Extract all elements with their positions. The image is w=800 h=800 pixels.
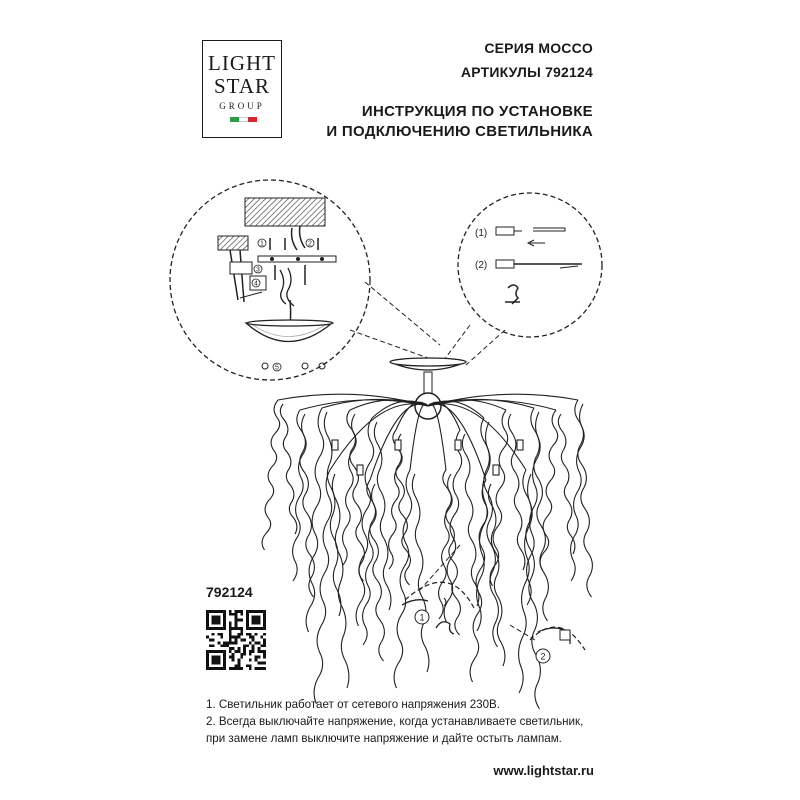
qr-module bbox=[252, 639, 255, 642]
qr-module bbox=[240, 656, 243, 659]
qr-module bbox=[240, 610, 243, 613]
qr-module bbox=[257, 650, 260, 653]
qr-module bbox=[235, 624, 238, 627]
qr-module bbox=[257, 667, 260, 670]
qr-module bbox=[240, 619, 243, 622]
qr-module bbox=[249, 653, 252, 656]
qr-module bbox=[255, 656, 258, 659]
qr-module bbox=[237, 647, 240, 650]
note-1: 1. Светильник работает от сетевого напряжения 230В. bbox=[206, 698, 501, 711]
lamp-socket bbox=[332, 440, 338, 450]
qr-module bbox=[237, 627, 240, 630]
qr-module bbox=[229, 656, 232, 659]
qr-module bbox=[235, 664, 238, 667]
qr-module bbox=[235, 613, 238, 616]
qr-module bbox=[212, 644, 215, 647]
qr-module bbox=[240, 633, 243, 636]
chandelier-strand bbox=[367, 480, 385, 661]
qr-module bbox=[237, 667, 240, 670]
qr-module bbox=[232, 656, 235, 659]
mounting-detail-circle bbox=[170, 180, 370, 380]
qr-module bbox=[249, 667, 252, 670]
articles-label: АРТИКУЛЫ 792124 bbox=[460, 64, 593, 80]
qr-module bbox=[246, 664, 249, 667]
qr-module bbox=[229, 613, 232, 616]
qr-module bbox=[235, 650, 238, 653]
qr-module bbox=[235, 619, 238, 622]
logo-word-group: GROUP bbox=[219, 101, 265, 111]
qr-module bbox=[257, 647, 260, 650]
qr-finder bbox=[246, 610, 266, 630]
detail-2-number: 2 bbox=[540, 651, 546, 662]
qr-module bbox=[232, 659, 235, 662]
qr-module bbox=[235, 627, 238, 630]
qr-module bbox=[237, 661, 240, 664]
qr-module bbox=[260, 636, 263, 639]
qr-module bbox=[249, 633, 252, 636]
qr-module bbox=[257, 656, 260, 659]
qr-module bbox=[229, 650, 232, 653]
qr-module bbox=[243, 653, 246, 656]
website-link[interactable]: www.lightstar.ru bbox=[493, 763, 594, 778]
chandelier-strand bbox=[306, 408, 324, 632]
qr-module bbox=[209, 644, 212, 647]
qr-module bbox=[229, 621, 232, 624]
qr-module bbox=[237, 636, 240, 639]
series-label: СЕРИЯ MOCCO bbox=[484, 40, 593, 56]
qr-module bbox=[243, 639, 246, 642]
qr-module bbox=[229, 630, 232, 633]
callout-5: 5 bbox=[275, 364, 279, 372]
qr-module bbox=[206, 636, 209, 639]
qr-module bbox=[223, 644, 226, 647]
callout-1: 1 bbox=[260, 240, 264, 248]
qr-module bbox=[243, 650, 246, 653]
qr-module bbox=[255, 641, 258, 644]
qr-module bbox=[257, 641, 260, 644]
qr-module bbox=[237, 659, 240, 662]
chandelier-arm bbox=[330, 404, 428, 470]
chandelier-strand bbox=[280, 404, 297, 534]
chandelier-strand bbox=[412, 474, 429, 672]
lamp-socket bbox=[455, 440, 461, 450]
qr-module bbox=[229, 624, 232, 627]
lamp-socket bbox=[395, 440, 401, 450]
qr-module bbox=[217, 633, 220, 636]
callout-4: 4 bbox=[254, 280, 258, 288]
qr-module bbox=[229, 647, 232, 650]
qr-module bbox=[232, 627, 235, 630]
chandelier-strand bbox=[393, 430, 411, 585]
qr-module bbox=[212, 639, 215, 642]
qr-module bbox=[237, 619, 240, 622]
qr-module bbox=[229, 633, 232, 636]
qr-module bbox=[260, 650, 263, 653]
chandelier-strand bbox=[374, 422, 391, 610]
qr-module bbox=[220, 644, 223, 647]
detail-2-circle bbox=[530, 627, 585, 663]
qr-module bbox=[255, 667, 258, 670]
qr-module bbox=[249, 636, 252, 639]
qr-code-icon[interactable] bbox=[206, 610, 266, 670]
logo-word-light: LIGHT bbox=[208, 51, 276, 75]
bulb-detail-circle bbox=[458, 193, 602, 337]
callout-2: 2 bbox=[308, 240, 312, 248]
qr-module bbox=[252, 647, 255, 650]
qr-module bbox=[263, 644, 266, 647]
qr-module bbox=[229, 641, 232, 644]
qr-finder bbox=[206, 610, 226, 630]
qr-module bbox=[226, 644, 229, 647]
qr-module bbox=[220, 633, 223, 636]
qr-module bbox=[229, 667, 232, 670]
qr-module bbox=[235, 641, 238, 644]
qr-module bbox=[246, 644, 249, 647]
qr-module bbox=[226, 641, 229, 644]
qr-module bbox=[232, 636, 235, 639]
qr-module bbox=[240, 667, 243, 670]
qr-module bbox=[232, 647, 235, 650]
chandelier-strand bbox=[314, 470, 332, 704]
qr-module bbox=[237, 633, 240, 636]
qr-module bbox=[240, 653, 243, 656]
qr-module bbox=[237, 650, 240, 653]
chandelier-strand bbox=[394, 470, 412, 688]
qr-module bbox=[263, 656, 266, 659]
chandelier-strand bbox=[443, 470, 461, 635]
qr-module bbox=[240, 627, 243, 630]
qr-module bbox=[263, 653, 266, 656]
note-2: 2. Всегда выключайте напряжение, когда устанавливаете светильник, bbox=[206, 715, 584, 728]
qr-module bbox=[212, 633, 215, 636]
title-line-1: ИНСТРУКЦИЯ ПО УСТАНОВКЕ bbox=[361, 103, 593, 120]
qr-module bbox=[255, 659, 258, 662]
qr-module bbox=[263, 650, 266, 653]
qr-finder bbox=[206, 650, 226, 670]
qr-module bbox=[260, 667, 263, 670]
qr-module bbox=[263, 639, 266, 642]
callout-3: 3 bbox=[256, 266, 260, 274]
qr-module bbox=[260, 661, 263, 664]
qr-module bbox=[243, 644, 246, 647]
article-number: 792124 bbox=[206, 584, 253, 600]
qr-module bbox=[249, 664, 252, 667]
step-1-label: (1) bbox=[475, 228, 488, 239]
qr-module bbox=[252, 644, 255, 647]
qr-module bbox=[235, 610, 238, 613]
qr-module bbox=[209, 639, 212, 642]
chandelier-strand bbox=[508, 414, 525, 570]
qr-module bbox=[232, 653, 235, 656]
chandelier-strand bbox=[297, 410, 315, 597]
qr-module bbox=[263, 661, 266, 664]
qr-module bbox=[249, 650, 252, 653]
title-line-2: И ПОДКЛЮЧЕНИЮ СВЕТИЛЬНИКА bbox=[326, 123, 593, 140]
qr-module bbox=[263, 667, 266, 670]
qr-module bbox=[240, 630, 243, 633]
qr-module bbox=[232, 641, 235, 644]
qr-module bbox=[232, 613, 235, 616]
detail-1-number: 1 bbox=[419, 612, 425, 623]
qr-module bbox=[229, 636, 232, 639]
qr-module bbox=[235, 667, 238, 670]
qr-module bbox=[240, 639, 243, 642]
qr-module bbox=[263, 633, 266, 636]
qr-module bbox=[232, 667, 235, 670]
qr-module bbox=[246, 633, 249, 636]
chandelier-strand bbox=[356, 418, 374, 626]
step-2-label: (2) bbox=[475, 260, 488, 271]
qr-module bbox=[229, 639, 232, 642]
qr-module bbox=[240, 613, 243, 616]
qr-module bbox=[237, 664, 240, 667]
qr-module bbox=[260, 644, 263, 647]
qr-module bbox=[223, 641, 226, 644]
qr-module bbox=[220, 636, 223, 639]
lamp-socket bbox=[357, 465, 363, 475]
safety-notes bbox=[206, 696, 583, 747]
qr-module bbox=[252, 636, 255, 639]
qr-module bbox=[217, 641, 220, 644]
qr-module bbox=[257, 661, 260, 664]
qr-module bbox=[235, 636, 238, 639]
chandelier-strand bbox=[490, 410, 508, 586]
qr-module bbox=[229, 610, 232, 613]
lamp-socket bbox=[517, 440, 523, 450]
qr-module bbox=[235, 621, 238, 624]
chandelier-strand bbox=[575, 400, 593, 597]
logo-word-star: STAR bbox=[214, 74, 270, 98]
qr-module bbox=[237, 610, 240, 613]
qr-module bbox=[249, 641, 252, 644]
qr-module bbox=[249, 659, 252, 662]
qr-module bbox=[235, 639, 238, 642]
qr-module bbox=[252, 650, 255, 653]
lamp-socket bbox=[493, 465, 499, 475]
chandelier-strand bbox=[558, 414, 575, 554]
qr-module bbox=[229, 627, 232, 630]
qr-module bbox=[243, 647, 246, 650]
qr-module bbox=[263, 641, 266, 644]
chandelier-strand bbox=[262, 400, 280, 550]
qr-module bbox=[255, 633, 258, 636]
note-3: при замене ламп выключите напряжение и дайте остыть лампам. bbox=[206, 732, 562, 745]
qr-module bbox=[235, 616, 238, 619]
